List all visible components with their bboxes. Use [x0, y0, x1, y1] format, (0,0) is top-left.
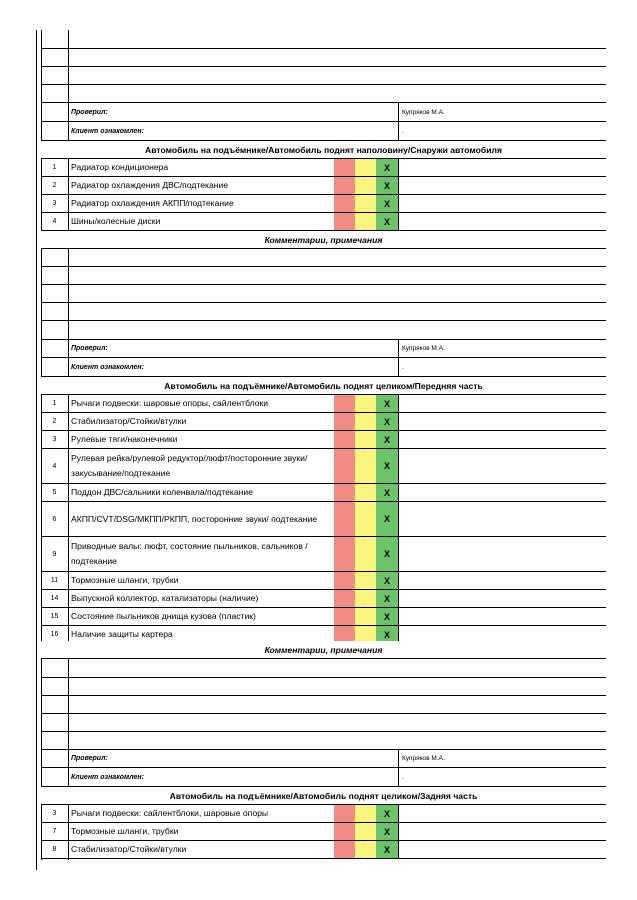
row-divider	[41, 731, 606, 732]
status-yellow-cell[interactable]	[355, 484, 376, 501]
status-yellow-cell[interactable]	[355, 805, 376, 822]
item-number: 14	[50, 595, 59, 602]
item-name: АКПП/CVT/DSG/МКПП/РКПП, посторонние звуки/ подтекание	[71, 513, 318, 524]
left-border	[36, 30, 37, 870]
item-number: 16	[50, 631, 59, 638]
item-notes[interactable]	[398, 823, 606, 840]
status-red-cell[interactable]	[334, 395, 355, 412]
status-red-cell[interactable]	[334, 502, 355, 536]
status-red-cell[interactable]	[334, 590, 355, 607]
item-number: 3	[52, 810, 57, 817]
status-yellow-cell[interactable]	[355, 213, 376, 230]
checklist-row	[41, 502, 606, 537]
client-label: Клиент ознакомлен:	[71, 773, 144, 781]
item-name: Стабилизатор/Стойки/втулки	[71, 844, 187, 854]
item-name: Радиатор охлаждения ДВС/подтекание	[71, 180, 229, 190]
item-name: Приводные валы: люфт, состояние пыльников, сальников / подтекание	[71, 541, 308, 566]
status-green-cell[interactable]: X	[376, 841, 398, 858]
status-yellow-cell[interactable]	[355, 537, 376, 571]
client-value: .	[398, 358, 606, 376]
section-header	[41, 377, 606, 395]
row-divider	[41, 66, 606, 67]
status-red-cell[interactable]	[334, 805, 355, 822]
checked-value: Купряков М.А.	[398, 340, 606, 357]
item-notes[interactable]	[398, 608, 606, 625]
status-green-cell[interactable]: X	[376, 213, 398, 230]
status-red-cell[interactable]	[334, 177, 355, 194]
item-name: Поддон ДВС/сальники коленвала/подтекание	[71, 487, 253, 497]
status-green-cell[interactable]: X	[376, 195, 398, 212]
comments-title: Комментарии, примечания	[264, 234, 383, 245]
item-number: 1	[52, 400, 57, 407]
status-green-cell[interactable]: X	[376, 431, 398, 448]
status-green-cell[interactable]: X	[376, 502, 398, 536]
comments-header	[41, 231, 606, 249]
status-yellow-cell[interactable]	[355, 502, 376, 536]
item-number: 5	[52, 489, 57, 496]
checklist-row	[41, 213, 606, 231]
status-yellow-cell[interactable]	[355, 608, 376, 625]
status-green-cell[interactable]: X	[376, 177, 398, 194]
status-green-cell[interactable]: X	[376, 395, 398, 412]
status-red-cell[interactable]	[334, 431, 355, 448]
section-title: Автомобиль на подъёмнике/Автомобиль поднят целиком/Передняя часть	[164, 380, 483, 391]
checklist-row	[41, 572, 606, 590]
checklist-row	[41, 841, 606, 859]
status-green-cell[interactable]: X	[376, 608, 398, 625]
checked-value: Купряков М.А.	[398, 103, 606, 121]
item-number: 8	[52, 846, 57, 853]
status-red-cell[interactable]	[334, 572, 355, 589]
status-yellow-cell[interactable]	[355, 395, 376, 412]
item-number: 6	[52, 515, 57, 523]
status-green-cell[interactable]: X	[376, 484, 398, 501]
row-divider	[41, 695, 606, 696]
status-yellow-cell[interactable]	[355, 590, 376, 607]
item-number: 3	[52, 200, 57, 207]
client-value: .	[398, 122, 606, 140]
status-red-cell[interactable]	[334, 159, 355, 176]
client-value: .	[398, 768, 606, 786]
item-number: 15	[50, 613, 59, 620]
item-notes[interactable]	[398, 502, 606, 536]
item-name: Стабилизатор/Стойки/втулки	[71, 416, 187, 426]
status-red-cell[interactable]	[334, 213, 355, 230]
item-notes[interactable]	[398, 395, 606, 412]
status-red-cell[interactable]	[334, 537, 355, 571]
item-notes[interactable]	[398, 413, 606, 430]
client-row	[41, 122, 606, 141]
client-row	[41, 358, 606, 377]
item-name: Состояние пыльников днища кузова (пластик)	[71, 611, 256, 621]
status-green-cell[interactable]: X	[376, 413, 398, 430]
item-name: Радиатор охлаждения АКПП/подтекание	[71, 198, 234, 208]
row-divider	[41, 266, 606, 267]
checked-label: Проверил:	[71, 345, 108, 352]
status-red-cell[interactable]	[334, 484, 355, 501]
item-number: 1	[52, 164, 57, 171]
status-yellow-cell[interactable]	[355, 823, 376, 840]
status-yellow-cell[interactable]	[355, 413, 376, 430]
checklist-row	[41, 608, 606, 626]
checklist-row	[41, 395, 606, 413]
section-header	[41, 141, 606, 159]
row-divider	[41, 320, 606, 321]
checklist-row	[41, 590, 606, 608]
status-green-cell[interactable]: X	[376, 572, 398, 589]
item-notes[interactable]	[398, 841, 606, 858]
status-green-cell[interactable]: X	[376, 590, 398, 607]
status-green-cell[interactable]: X	[376, 626, 398, 643]
checklist-row	[41, 431, 606, 449]
checklist-row	[41, 484, 606, 502]
checked-row	[41, 340, 606, 358]
item-number: 3	[52, 436, 57, 443]
checklist-row	[41, 195, 606, 213]
status-green-cell[interactable]: X	[376, 449, 398, 483]
checked-value: Купряков М.А.	[398, 750, 606, 767]
checklist-row	[41, 823, 606, 841]
section-title: Автомобиль на подъёмнике/Автомобиль поднят целиком/Задняя часть	[169, 790, 478, 801]
checklist-row	[41, 177, 606, 195]
status-yellow-cell[interactable]	[355, 572, 376, 589]
row-divider	[41, 48, 606, 49]
status-red-cell[interactable]	[334, 841, 355, 858]
item-name: Рулевые тяги/наконечники	[71, 434, 178, 444]
item-name: Рулевая рейка/рулевой редуктор/люфт/посторонние звуки/закусывание/подтекание	[71, 453, 308, 478]
item-name: Выпускной коллектор, катализаторы (наличие)	[71, 593, 259, 603]
item-name: Рычаги подвески: сайлентблоки, шаровые опоры	[71, 808, 269, 818]
item-notes[interactable]	[398, 572, 606, 589]
status-yellow-cell[interactable]	[355, 159, 376, 176]
client-label: Клиент ознакомлен:	[71, 127, 144, 135]
item-notes[interactable]	[398, 537, 606, 571]
status-yellow-cell[interactable]	[355, 431, 376, 448]
status-red-cell[interactable]	[334, 413, 355, 430]
item-notes[interactable]	[398, 484, 606, 501]
item-notes[interactable]	[398, 195, 606, 212]
comments-title: Комментарии, примечания	[264, 644, 383, 655]
row-divider	[41, 302, 606, 303]
item-number: 4	[52, 462, 57, 470]
status-yellow-cell[interactable]	[355, 449, 376, 483]
status-red-cell[interactable]	[334, 195, 355, 212]
row-divider	[41, 284, 606, 285]
item-number: 2	[52, 418, 57, 425]
status-green-cell[interactable]: X	[376, 823, 398, 840]
checklist-row	[41, 159, 606, 177]
status-red-cell[interactable]	[334, 449, 355, 483]
item-name: Наличие защиты картера	[71, 629, 173, 639]
section-title: Автомобиль на подъёмнике/Автомобиль поднят наполовину/Снаружи автомобиля	[144, 144, 502, 155]
item-name: Рычаги подвески: шаровые опоры, сайлентблоки	[71, 398, 269, 408]
checked-label: Проверил:	[71, 755, 108, 762]
section-header	[41, 787, 606, 805]
item-number: 9	[52, 550, 57, 558]
checklist-row	[41, 537, 606, 572]
item-notes[interactable]	[398, 213, 606, 230]
item-name: Радиатор кондиционера	[71, 162, 169, 172]
client-row	[41, 768, 606, 787]
checked-row	[41, 103, 606, 122]
comments-header	[41, 641, 606, 659]
item-notes[interactable]	[398, 431, 606, 448]
row-divider	[41, 677, 606, 678]
item-number: 2	[52, 182, 57, 189]
row-divider	[41, 713, 606, 714]
item-name: Тормозные шланги, трубки	[71, 826, 179, 836]
status-red-cell[interactable]	[334, 608, 355, 625]
item-name: Шины/колесные диски	[71, 216, 161, 226]
status-green-cell[interactable]: X	[376, 805, 398, 822]
item-notes[interactable]	[398, 159, 606, 176]
status-yellow-cell[interactable]	[355, 177, 376, 194]
checked-row	[41, 750, 606, 768]
item-notes[interactable]	[398, 449, 606, 483]
item-notes[interactable]	[398, 805, 606, 822]
item-notes[interactable]	[398, 177, 606, 194]
row-divider	[41, 84, 606, 85]
status-red-cell[interactable]	[334, 823, 355, 840]
status-green-cell[interactable]: X	[376, 159, 398, 176]
status-green-cell[interactable]: X	[376, 537, 398, 571]
status-yellow-cell[interactable]	[355, 841, 376, 858]
checklist-row	[41, 413, 606, 431]
item-number: 7	[52, 828, 57, 835]
item-number: 11	[50, 577, 59, 584]
checked-label: Проверил:	[71, 108, 108, 116]
status-yellow-cell[interactable]	[355, 195, 376, 212]
checklist-row	[41, 449, 606, 484]
client-label: Клиент ознакомлен:	[71, 363, 144, 371]
item-number: 4	[52, 218, 57, 225]
item-name: Тормозные шланги, трубки	[71, 575, 179, 585]
item-notes[interactable]	[398, 590, 606, 607]
checklist-row	[41, 805, 606, 823]
